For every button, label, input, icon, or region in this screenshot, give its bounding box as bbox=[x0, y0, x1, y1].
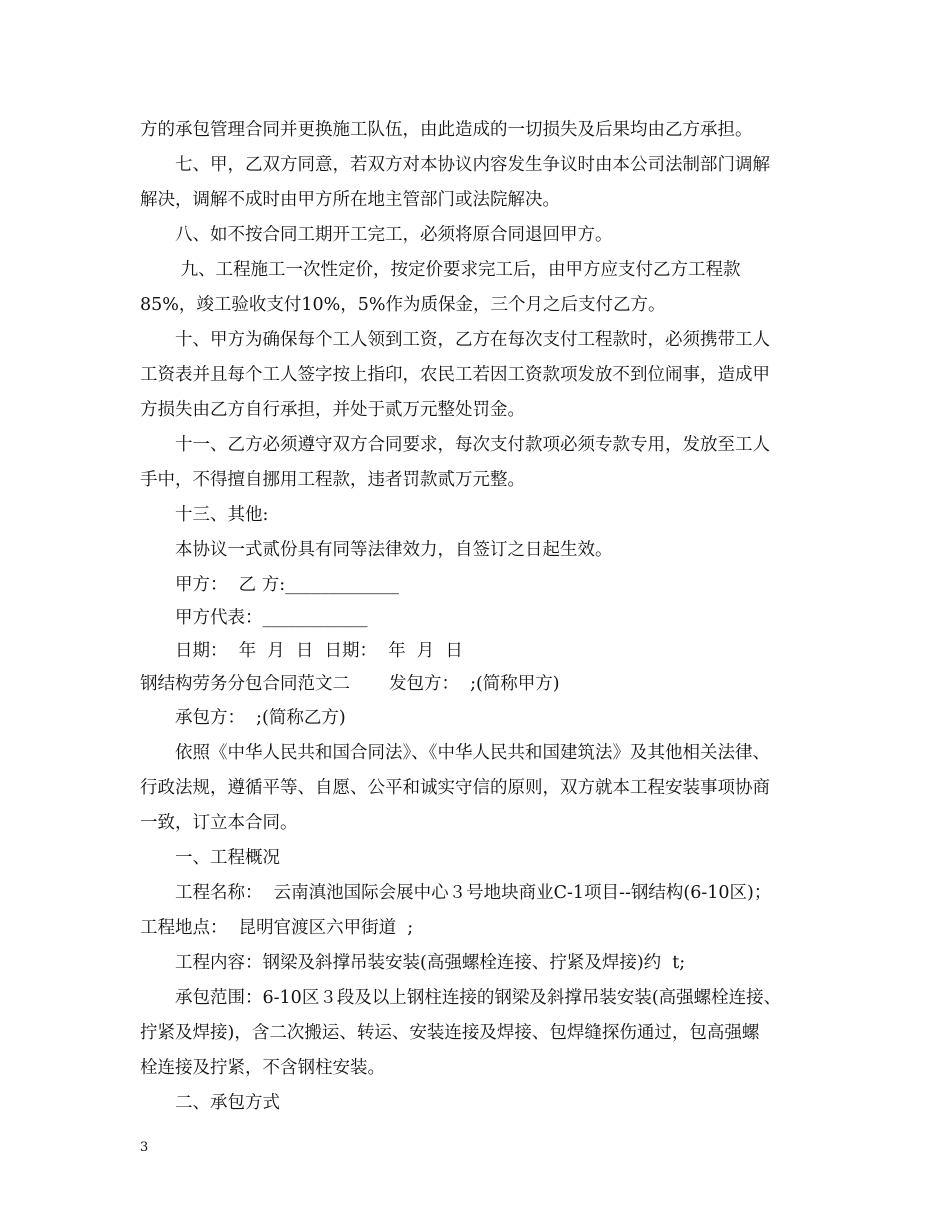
text-line: 七、甲，乙双方同意，若双方对本协议内容发生争议时由本公司法制部门调解 bbox=[175, 155, 770, 175]
text-line: 十一、乙方必须遵守双方合同要求，每次支付款项必须专款专用，发放至工人 bbox=[175, 435, 770, 455]
text-line: 工程内容：钢梁及斜撑吊装安装(高强螺栓连接、拧紧及焊接)约 t; bbox=[175, 953, 686, 973]
text-line: 拧紧及焊接)，含二次搬运、转运、安装连接及焊接、包焊缝探伤通过，包高强螺 bbox=[140, 1023, 760, 1043]
text-line: 承包范围：6-10区３段及以上钢柱连接的钢梁及斜撑吊装安装(高强螺栓连接、 bbox=[175, 988, 782, 1008]
text-line: 本协议一式贰份具有同等法律效力，自签订之日起生效。 bbox=[175, 540, 613, 560]
text-line: 方的承包管理合同并更换施工队伍，由此造成的一切损失及后果均由乙方承担。 bbox=[140, 120, 753, 140]
text-line: 解决，调解不成时由甲方所在地主管部门或法院解决。 bbox=[140, 190, 560, 210]
text-line: 一、工程概况 bbox=[175, 848, 280, 868]
text-line: 十、甲方为确保每个工人领到工资，乙方在每次支付工程款时，必须携带工人 bbox=[175, 330, 770, 350]
signature-party-line: 甲方： 乙 方:_____________ bbox=[175, 575, 399, 595]
text-line: 十三、其他: bbox=[175, 505, 269, 525]
text-line: 工程名称： 云南滇池国际会展中心３号地块商业C-1项目--钢结构(6-10区)； bbox=[175, 883, 772, 903]
text-line: 行政法规，遵循平等、自愿、公平和诚实守信的原则，双方就本工程安装事项协商 bbox=[140, 778, 770, 798]
page-number: 3 bbox=[140, 1140, 149, 1155]
signature-rep-line: 甲方代表：____________ bbox=[175, 608, 368, 628]
text-line: 一致，订立本合同。 bbox=[140, 813, 298, 833]
text-line: 85%，竣工验收支付10%，5%作为质保金，三个月之后支付乙方。 bbox=[140, 295, 666, 315]
text-line: 手中，不得擅自挪用工程款，违者罚款贰万元整。 bbox=[140, 470, 525, 490]
text-line: 九、工程施工一次性定价，按定价要求完工后，由甲方应支付乙方工程款 bbox=[175, 260, 741, 280]
text-line: 二、承包方式 bbox=[175, 1093, 280, 1113]
section-title: 钢结构劳务分包合同范文二 发包方： ;(简称甲方) bbox=[140, 674, 560, 694]
text-line: 工资表并且每个工人签字按上指印，农民工若因工资款项发放不到位闹事，造成甲 bbox=[140, 365, 770, 385]
text-line: 八、如不按合同工期开工完工，必须将原合同退回甲方。 bbox=[175, 225, 613, 245]
text-line: 方损失由乙方自行承担，并处于贰万元整处罚金。 bbox=[140, 400, 525, 420]
signature-date-line: 日期： 年 月 日 日期： 年 月 日 bbox=[175, 641, 463, 661]
text-line: 承包方： ;(简称乙方) bbox=[175, 708, 346, 728]
text-line: 依照《中华人民共和国合同法》、《中华人民共和国建筑法》及其他相关法律、 bbox=[175, 743, 770, 763]
text-line: 工程地点： 昆明官渡区六甲街道 ; bbox=[140, 918, 414, 938]
text-line: 栓连接及拧紧，不含钢柱安装。 bbox=[140, 1058, 385, 1078]
